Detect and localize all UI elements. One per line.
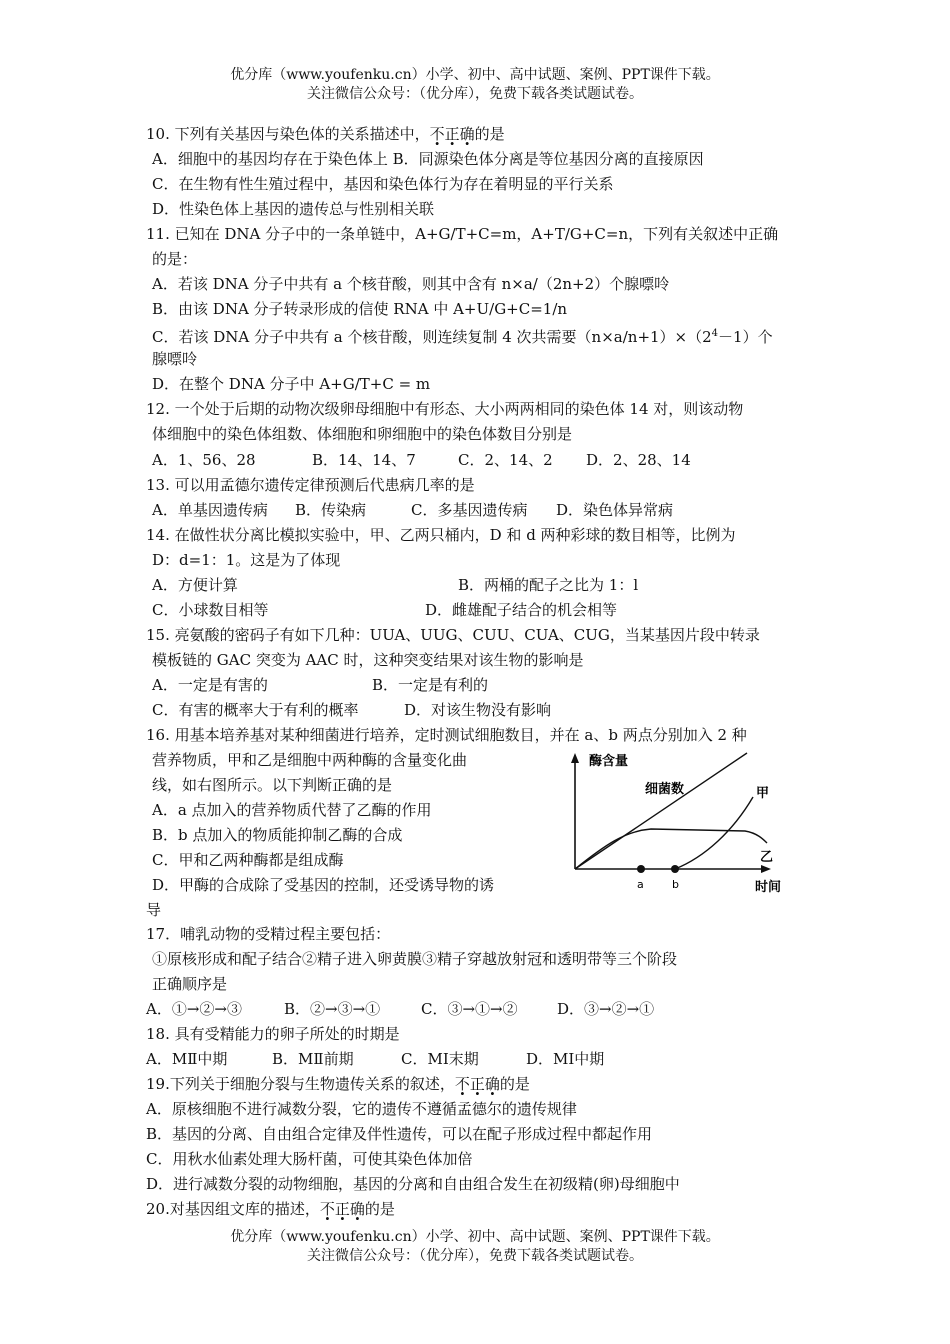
q15-option-b: B．一定是有利的 (372, 676, 489, 694)
q15-stem-1: 15. 亮氨酸的密码子有如下几种：UUA、UUG、CUU、CUA、CUG，当某基因片段中转录 (146, 626, 760, 644)
x-axis-arrow (761, 865, 771, 873)
q14-option-c: C．小球数目相等 (152, 601, 269, 619)
q11-stem-1: 11. 已知在 DNA 分子中的一条单链中，A+G/T+C=m，A+T/G+C=n，下列有关叙述中正确 (146, 225, 779, 243)
q11-stem-2: 的是： (152, 250, 198, 268)
q18-option-d: D．MⅠ中期 (526, 1050, 605, 1068)
q16-stem-3: 线，如右图所示。以下判断正确的是 (152, 776, 393, 794)
q13-option-b: B．传染病 (295, 501, 367, 519)
q17-option-c: C．③→①→② (421, 1000, 518, 1018)
q11-option-d: D．在整个 DNA 分子中 A+G/T+C = m (152, 375, 431, 393)
enzyme-yi-label: 乙 (760, 850, 774, 865)
q10-option-d: D．性染色体上基因的遗传总与性别相关联 (152, 200, 435, 218)
q17-line-2: ①原核形成和配子结合②精子进入卵黄膜③精子穿越放射冠和透明带等三个阶段 (152, 950, 678, 968)
q12-stem-2: 体细胞中的染色体组数、体细胞和卵细胞中的染色体数目分别是 (152, 425, 573, 443)
point-a-marker (637, 865, 645, 873)
q17-stem: 17．哺乳动物的受精过程主要包括： (146, 925, 391, 943)
q18-option-a: A．MⅡ中期 (146, 1050, 228, 1068)
q15-stem-2: 模板链的 GAC 突变为 AAC 时，这种突变结果对该生物的影响是 (152, 651, 584, 669)
q11-option-b: B．由该 DNA 分子转录形成的信使 RNA 中 A+U/G+C=1/n (152, 300, 568, 318)
q12-option-a: A．1、56、28 (152, 451, 256, 469)
q19-option-c: C．用秋水仙素处理大肠杆菌，可使其染色体加倍 (146, 1150, 473, 1168)
footer-line-1: 优分库（www.youfenku.cn）小学、初中、高中试题、案例、PPT课件下载。 (230, 1229, 720, 1245)
q14-option-a: A．方便计算 (152, 576, 238, 594)
enzyme-jia-curve (675, 797, 753, 869)
q19-option-a: A．原核细胞不进行减数分裂，它的遗传不遵循孟德尔的遗传规律 (146, 1100, 577, 1118)
q16-option-c: C．甲和乙两种酶都是组成酶 (152, 851, 344, 869)
q12-option-d: D．2、28、14 (586, 451, 691, 469)
q14-stem-1: 14. 在做性状分离比模拟实验中，甲、乙两只桶内，D 和 d 两种彩球的数目相等，比例为 (146, 526, 736, 544)
point-b-label: b (672, 878, 679, 891)
q10-option-c: C．在生物有性生殖过程中，基因和染色体行为存在着明显的平行关系 (152, 175, 614, 193)
q16-stem-1: 16. 用基本培养基对某种细菌进行培养，定时测试细胞数目，并在 a、b 两点分别加入 2 种 (146, 726, 747, 744)
q10-option-ab: A．细胞中的基因均存在于染色体上 B．同源染色体分离是等位基因分离的直接原因 (152, 150, 704, 168)
page-header (0, 66, 950, 104)
q13-option-d: D．染色体异常病 (556, 501, 674, 519)
q19-stem: 19.下列关于细胞分裂与生物遗传关系的叙述，不正确的是 (146, 1075, 530, 1093)
q11-option-c-2: 腺嘌呤 (152, 350, 198, 368)
q15-option-d: D．对该生物没有影响 (404, 701, 552, 719)
q17-option-a: A．①→②→③ (146, 1000, 242, 1018)
q17-option-b: B．②→③→① (284, 1000, 381, 1018)
q16-option-d-1: D．甲酶的合成除了受基因的控制，还受诱导物的诱 (152, 876, 495, 894)
q12-option-b: B．14、14、7 (312, 451, 416, 469)
q12-stem-1: 12. 一个处于后期的动物次级卵母细胞中有形态、大小两两相同的染色体 14 对，则该动物 (146, 400, 744, 418)
q11-option-c-1: C．若该 DNA 分子中共有 a 个核苷酸，则连续复制 4 次共需要$(n\times a/n+1)\times(2^4-1)$个 (152, 328, 773, 346)
q13-option-c: C．多基因遗传病 (411, 501, 528, 519)
q17-line-3: 正确顺序是 (152, 975, 228, 993)
header-line-2: 关注微信公众号：（优分库），免费下载各类试题试卷。 (307, 86, 643, 102)
y-axis-label: 酶含量 (589, 754, 629, 769)
q14-stem-2: D：d=1：1。这是为了体现 (152, 551, 341, 569)
q16-option-d-2: 导 (146, 901, 162, 919)
footer-line-2: 关注微信公众号：（优分库），免费下载各类试题试卷。 (307, 1248, 643, 1264)
q13-stem: 13. 可以用孟德尔遗传定律预测后代患病几率的是 (146, 476, 475, 494)
q19-option-b: B．基因的分离、自由组合定律及伴性遗传，可以在配子形成过程中都起作用 (146, 1125, 653, 1143)
q17-option-d: D．③→②→① (557, 1000, 655, 1018)
q12-option-c: C．2、14、2 (458, 451, 553, 469)
q16-option-b: B．b 点加入的物质能抑制乙酶的合成 (152, 826, 403, 844)
x-axis-label: 时间 (755, 880, 782, 895)
q16-option-a: A．a 点加入的营养物质代替了乙酶的作用 (152, 801, 432, 819)
q15-option-a: A．一定是有害的 (152, 676, 268, 694)
y-axis-arrow (571, 753, 579, 763)
point-a-label: a (637, 878, 644, 891)
q18-option-c: C．MⅠ末期 (401, 1050, 479, 1068)
enzyme-content-graph (565, 745, 805, 897)
q14-option-b: B．两桶的配子之比为 1：l (458, 576, 639, 594)
q14-option-d: D．雌雄配子结合的机会相等 (425, 601, 618, 619)
q11-option-a: A．若该 DNA 分子中共有 a 个核苷酸，则其中含有 n×a/（2n+2）个腺嘌呤 (152, 275, 670, 293)
q10-stem: 10. 下列有关基因与染色体的关系描述中，不正确的是 (146, 125, 505, 143)
page-footer (0, 1228, 950, 1266)
q18-option-b: B．MⅡ前期 (272, 1050, 354, 1068)
q19-option-d: D．进行减数分裂的动物细胞，基因的分离和自由组合发生在初级精(卵)母细胞中 (146, 1175, 680, 1193)
q15-option-c: C．有害的概率大于有利的概率 (152, 701, 359, 719)
bacteria-count-line (575, 753, 747, 869)
q18-stem: 18. 具有受精能力的卵子所处的时期是 (146, 1025, 400, 1043)
header-line-1: 优分库（www.youfenku.cn）小学、初中、高中试题、案例、PPT课件下载。 (230, 67, 720, 83)
point-b-marker (671, 865, 679, 873)
q16-stem-2: 营养物质，甲和乙是细胞中两种酶的含量变化曲 (152, 751, 468, 769)
q20-stem: 20.对基因组文库的描述，不正确的是 (146, 1200, 395, 1218)
bacteria-count-label: 细菌数 (645, 782, 685, 797)
enzyme-jia-label: 甲 (756, 786, 770, 801)
q13-option-a: A．单基因遗传病 (152, 501, 268, 519)
